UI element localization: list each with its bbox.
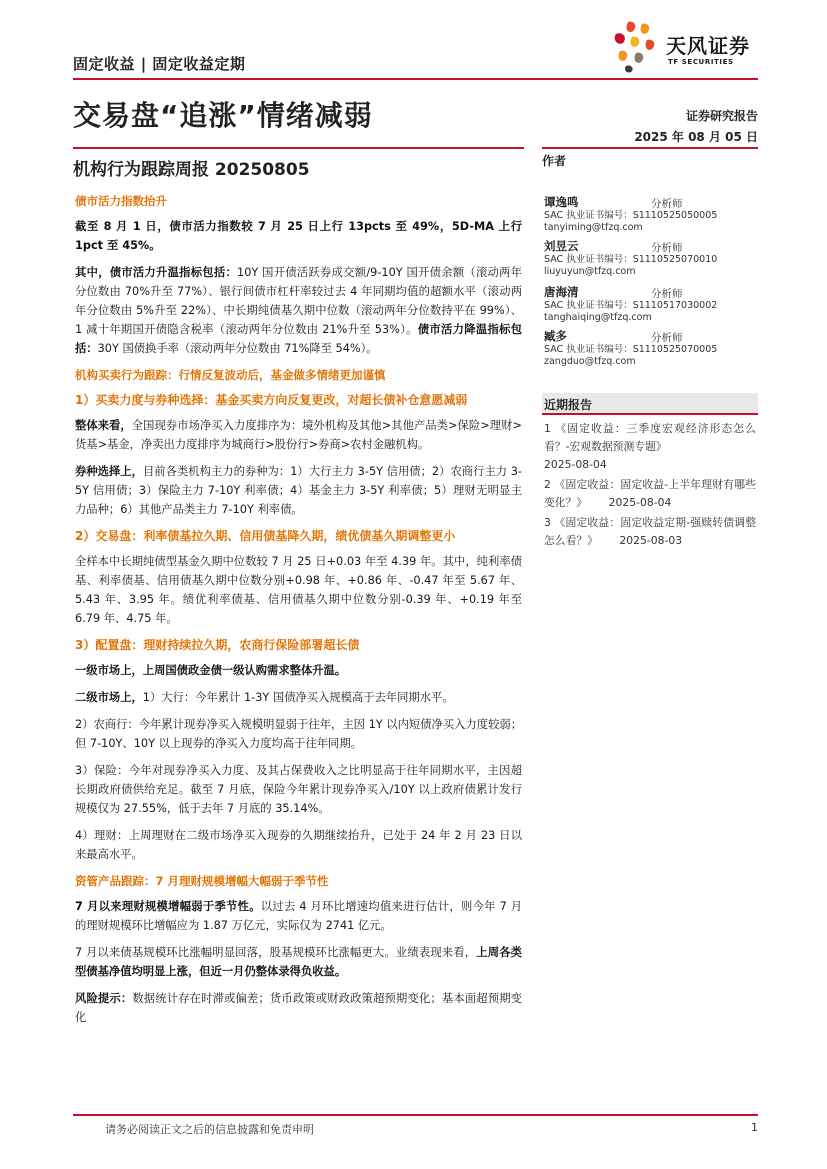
main-content: [75, 192, 522, 1035]
author-card: [544, 195, 758, 234]
risk-warning: [75, 989, 522, 1027]
recent-report-item[interactable]: [544, 476, 756, 512]
paragraph: [75, 263, 522, 358]
body-text: 全国现券市场净买入力度排序为：境外机构及其他>其他产品类>保险>理财>货基>基金，净卖出力度排序为城商行>股份行>券商>农村金融机构。: [75, 419, 522, 451]
author-card: [544, 239, 758, 278]
recent-report-item[interactable]: [544, 420, 756, 474]
bold-text: 债市活力降温指标包括：: [75, 323, 522, 355]
author-card: [544, 329, 758, 368]
author-name: 唐海清: [544, 285, 579, 299]
recent-report-title[interactable]: 3 《固定收益：固定收益定期-强赎转债调整怎么看？》: [544, 516, 756, 547]
footer-divider: [73, 1114, 758, 1116]
paragraph: [75, 661, 522, 680]
paragraph: [75, 897, 522, 935]
author-name: 刘昱云: [544, 239, 579, 253]
author-cert: SAC 执业证书编号：S1110517030002: [544, 300, 718, 311]
page-number: 1: [751, 1121, 758, 1134]
section-heading-bond-activity: 债市活力指数抬升: [75, 194, 167, 208]
paragraph: 全样本中长期纯债型基金久期中位数较 7 月 25 日+0.03 年至 4.39 年。其中，纯利率债基、利率债基、信用债基久期中位数分别+0.98 年、+0.86 年、-0.47 年至 5.67 年、5.43 年、3.95 年。绩优利率债基、信用债基久期中位数分别-0.39 年、+0.19 年至 6.79 年、4.75 年。: [75, 555, 522, 625]
header-divider: [73, 78, 758, 80]
recent-report-title[interactable]: 1 《固定收益：三季度宏观经济形态怎么看？-宏观数据预测专题》: [544, 422, 756, 453]
report-type: 证券研究报告: [685, 109, 758, 123]
body-text: 7 月以来债基规模环比涨幅明显回落，股基规模环比涨幅更大。业绩表现来看，: [75, 946, 477, 959]
tf-securities-logo: [606, 18, 766, 74]
paragraph: [75, 943, 522, 981]
body-text: 以过去 4 月环比增速均值来进行估计，则今年 7 月的理财规模环比增幅应为 1.87 万亿元，实际仅为 2741 亿元。: [75, 900, 522, 932]
author-role: 分析师: [651, 198, 683, 210]
author-name: 臧多: [544, 329, 567, 343]
report-category: 固定收益 | 固定收益定期: [73, 55, 246, 73]
bold-text: 上周各类型债基净值均明显上涨，但近一月仍整体录得负收益。: [75, 946, 522, 978]
bold-text: 其中，债市活力升温指标包括：: [75, 266, 238, 279]
body-text: 10Y 国开债活跃券成交额/9-10Y 国开债余额（滚动两年分位数由 70%升至 77%）、银行间债市杠杆率较过去 4 年同期均值的超额水平（滚动两年分位数由 5%升至 22%）、中长期纯债基久期中位数（滚动两年分位数持平在 99%）、1 减十年期国开债隐含税率（滚动两年分位数由 21%升至 53%）。: [75, 266, 522, 336]
logo-mark-icon: [606, 18, 662, 74]
paragraph: 4）理财：上周理财在二级市场净买入现券的久期继续抬升，已处于 24 年 2 月 23 日以来最高水平。: [75, 829, 522, 861]
logo-english-text: TF SECURITIES: [668, 58, 734, 66]
bold-text: 券种选择上，: [75, 465, 143, 478]
bold-text: 7 月以来理财规模增幅弱于季节性。: [75, 900, 261, 913]
paragraph: 3）保险：今年对现券净买入力度、及其占保费收入之比明显高于往年同期水平，主因超长期政府债供给充足。截至 7 月底，保险今年累计现券净买入/10Y 以上政府债累计发行规模仅为 27.55%，低于去年 7 月底的 35.14%。: [75, 764, 522, 815]
paragraph: [75, 217, 522, 255]
author-email[interactable]: tanyiming@tfzq.com: [544, 222, 643, 233]
paragraph: [75, 462, 522, 519]
recent-report-date: 2025-08-04: [544, 458, 607, 471]
author-cert: SAC 执业证书编号：S1110525070010: [544, 254, 718, 265]
recent-report-date: 2025-08-04: [608, 496, 672, 509]
author-cert: SAC 执业证书编号：S1110525050005: [544, 210, 718, 221]
subsection-heading: 1）买卖力度与券种选择：基金买卖方向反复更改，对超长债补仓意愿减弱: [75, 393, 468, 407]
report-date: 2025 年 08 月 05 日: [634, 130, 758, 144]
title-divider-left: [73, 147, 524, 149]
author-email[interactable]: liuyuyun@tfzq.com: [544, 266, 636, 277]
body-text: 目前各类机构主力的券种为：1）大行主力 3-5Y 信用债；2）农商行主力 3-5Y 信用债；3）保险主力 7-10Y 利率债；4）基金主力 3-5Y 利率债；5）理财无明显主力品种；6）其他产品类主力 7-10Y 利率债。: [75, 465, 522, 516]
authors-heading: 作者: [542, 154, 567, 168]
logo-chinese-text: 天风证券: [666, 34, 750, 58]
author-email[interactable]: tanghaiqing@tfzq.com: [544, 312, 652, 323]
author-card: [544, 285, 758, 324]
recent-report-date: 2025-08-03: [619, 534, 683, 547]
author-name: 谭逸鸣: [544, 195, 579, 209]
recent-reports-list: [544, 420, 756, 552]
paragraph: 2）农商行：今年累计现券净买入规模明显弱于往年，主因 1Y 以内短债净买入力度较弱；但 7-10Y、10Y 以上现券的净买入力度均高于往年同期。: [75, 718, 522, 750]
bold-text: 截至 8 月 1 日，债市活力指数较 7 月 25 日上行 13pcts 至 49%，5D-MA 上行 1pct 至 45%。: [75, 220, 522, 252]
body-text: 30Y 国债换手率（滚动两年分位数由 71%降至 54%）。: [97, 342, 378, 355]
bold-text: 二级市场上，: [75, 691, 143, 704]
recent-report-title[interactable]: 2 《固定收益：固定收益-上半年理财有哪些变化？》: [544, 478, 756, 509]
author-cert: SAC 执业证书编号：S1110525070005: [544, 344, 718, 355]
subsection-heading: 2）交易盘：利率债基拉久期、信用债基降久期，绩优债基久期调整更小: [75, 529, 456, 543]
author-email[interactable]: zangduo@tfzq.com: [544, 356, 636, 367]
body-text: 数据统计存在时滞或偏差；货币政策或财政政策超预期变化；基本面超预期变化: [75, 992, 522, 1024]
report-title: 交易盘“追涨”情绪减弱: [73, 99, 373, 132]
report-subtitle: 机构行为跟踪周报 20250805: [73, 160, 310, 180]
recent-reports-heading: 近期报告: [542, 393, 758, 415]
paragraph: [75, 416, 522, 454]
recent-report-item[interactable]: [544, 514, 756, 550]
author-role: 分析师: [651, 288, 683, 300]
bold-text: 整体来看，: [75, 419, 132, 432]
paragraph: [75, 688, 522, 707]
footer-disclaimer: 请务必阅读正文之后的信息披露和免责申明: [105, 1123, 314, 1136]
author-role: 分析师: [651, 332, 683, 344]
bold-text: 风险提示：: [75, 992, 133, 1005]
author-role: 分析师: [651, 242, 683, 254]
section-heading-asset-management: 资管产品跟踪：7 月理财规模增幅大幅弱于季节性: [75, 874, 329, 888]
body-text: 1）大行：今年累计 1-3Y 国债净买入规模高于去年同期水平。: [142, 691, 454, 704]
title-divider-right: [542, 147, 758, 149]
bold-text: 一级市场上，上周国债政金债一级认购需求整体升温。: [75, 664, 347, 677]
subsection-heading: 3）配置盘：理财持续拉久期，农商行保险部署超长债: [75, 638, 360, 652]
section-heading-institution-behavior: 机构买卖行为跟踪：行情反复波动后，基金做多情绪更加谨慎: [75, 368, 386, 382]
